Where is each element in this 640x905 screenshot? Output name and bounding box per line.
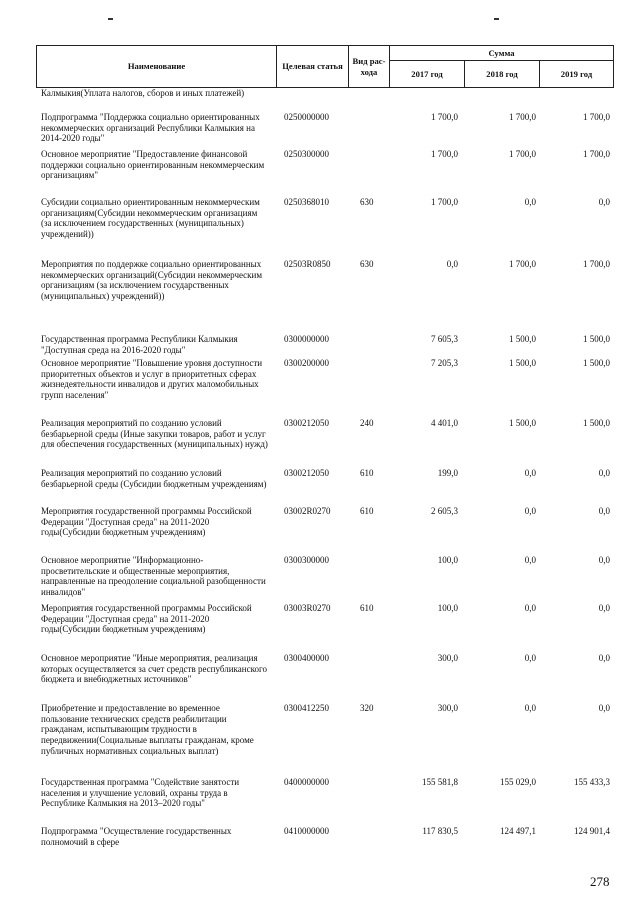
header-year2: 2018 год: [486, 68, 518, 79]
row-name: Основное мероприятие "Повышение уровня доступности приоритетных объектов и услуг в приоритетных сферах жизнедеятельности инвалидов и других маломобильных групп населения": [41, 358, 263, 401]
row-name: Калмыкия(Уплата налогов, сборов и иных платежей): [41, 88, 245, 98]
row-amount-2017: 4 401,0: [431, 418, 458, 428]
row-code: 0300212050: [284, 418, 329, 428]
row-amount-2018: 1 500,0: [509, 358, 536, 368]
row-code: 0300412250: [284, 703, 329, 713]
row-amount-2017: 1 700,0: [431, 197, 458, 207]
row-amount-2018: 1 700,0: [509, 149, 536, 159]
header-year3: 2019 год: [560, 68, 593, 79]
row-name: Приобретение и предоставление во временное пользование технических средств реабилитации гражданам, испытывающим трудности в передвижении(Социальные выплаты гражданам, кроме публичных нормативных социальных выплат): [41, 703, 254, 756]
row-code: 0300400000: [284, 653, 329, 663]
row-vr: 610: [360, 506, 374, 516]
row-amount-2019: 1 500,0: [583, 358, 610, 368]
row-amount-2019: 0,0: [598, 506, 610, 516]
row-name: Государственная программа Республики Калмыкия "Доступная среда на 2016-2020 годы": [41, 334, 238, 355]
row-code: 0250300000: [284, 149, 329, 159]
row-amount-2017: 300,0: [437, 703, 458, 713]
row-amount-2017: 100,0: [437, 603, 458, 613]
page-number: 278: [590, 874, 610, 889]
row-code: 0300200000: [284, 358, 329, 368]
row-amount-2017: 1 700,0: [431, 112, 458, 122]
row-amount-2019: 1 500,0: [583, 334, 610, 344]
row-vr: 320: [360, 703, 374, 713]
row-amount-2018: 0,0: [524, 468, 536, 478]
row-amount-2017: 155 581,8: [422, 777, 458, 787]
row-amount-2017: 1 700,0: [431, 149, 458, 159]
row-amount-2019: 0,0: [598, 703, 610, 713]
row-amount-2018: 0,0: [524, 603, 536, 613]
row-name: Основное мероприятие "Предоставление финансовой поддержки социально ориентированным некоммерческим организациям": [41, 149, 265, 181]
row-code: 0250368010: [284, 197, 329, 207]
row-vr: 630: [360, 259, 374, 269]
row-amount-2017: 300,0: [437, 653, 458, 663]
row-name: Подпрограмма "Поддержка социально ориентированных некоммерческих организаций Республики Калмыкия на 2014-2020 годы": [41, 112, 260, 144]
row-name: Мероприятия государственной программы Российской Федерации "Доступная среда" на 2011-2020 годы(Субсидии бюджетным учреждениям): [41, 603, 252, 635]
row-vr: 610: [360, 603, 374, 613]
row-amount-2019: 1 700,0: [583, 259, 610, 269]
row-amount-2018: 1 700,0: [509, 259, 536, 269]
row-amount-2017: 199,0: [437, 468, 458, 478]
header-sum: Сумма: [488, 47, 515, 58]
row-amount-2019: 0,0: [598, 197, 610, 207]
row-code: 0300300000: [284, 555, 329, 565]
row-amount-2019: 0,0: [598, 555, 610, 565]
row-name: Основное мероприятие "Информационно-просветительские и общественные мероприятия, направленные на преодоление социальной разобщенности инвалидов": [41, 555, 266, 598]
row-amount-2019: 0,0: [598, 468, 610, 478]
row-amount-2018: 1 700,0: [509, 112, 536, 122]
row-amount-2018: 0,0: [524, 555, 536, 565]
row-amount-2018: 1 500,0: [509, 418, 536, 428]
row-code: 0250000000: [284, 112, 329, 122]
row-amount-2017: 0,0: [446, 259, 458, 269]
row-amount-2019: 0,0: [598, 603, 610, 613]
row-name: Субсидии социально ориентированным некоммерческим организациям(Субсидии некоммерческим организациям (за исключением государственных (муниципальных) учреждений)): [41, 197, 260, 240]
row-code: 03002R0270: [284, 506, 331, 516]
row-name: Государственная программа "Содействие занятости населения и улучшение условий, охраны труда в Республике Калмыкия на 2013–2020 годы": [41, 777, 240, 809]
row-name: Реализация мероприятий по созданию условий безбарьерной среды (Иные закупки товаров, работ и услуг для обеспечения государственных (муниципальных) нужд): [41, 418, 268, 450]
header-name: Наименование: [127, 61, 186, 71]
row-amount-2017: 7 605,3: [431, 334, 458, 344]
row-amount-2019: 1 500,0: [583, 418, 610, 428]
row-amount-2018: 0,0: [524, 703, 536, 713]
row-code: 0300212050: [284, 468, 329, 478]
header-exp-type: Вид рас-хода: [352, 55, 386, 77]
row-amount-2018: 1 500,0: [509, 334, 536, 344]
row-vr: 240: [360, 418, 374, 428]
row-code: 0300000000: [284, 334, 329, 344]
row-code: 0410000000: [284, 826, 329, 836]
row-amount-2019: 155 433,3: [574, 777, 610, 787]
header-year1: 2017 год: [411, 68, 443, 79]
row-amount-2018: 0,0: [524, 506, 536, 516]
row-amount-2019: 1 700,0: [583, 149, 610, 159]
row-amount-2019: 0,0: [598, 653, 610, 663]
row-code: 0400000000: [284, 777, 329, 787]
row-vr: 630: [360, 197, 374, 207]
row-amount-2018: 155 029,0: [500, 777, 536, 787]
row-name: Подпрограмма "Осуществление государственных полномочий в сфере: [41, 826, 232, 847]
row-amount-2017: 7 205,3: [431, 358, 458, 368]
row-amount-2018: 0,0: [524, 653, 536, 663]
row-amount-2017: 2 605,3: [431, 506, 458, 516]
row-amount-2017: 117 830,5: [422, 826, 458, 836]
row-amount-2018: 0,0: [524, 197, 536, 207]
row-vr: 610: [360, 468, 374, 478]
row-amount-2019: 124 901,4: [574, 826, 610, 836]
row-name: Основное мероприятие "Иные мероприятия, реализация которых осуществляется за счет средств республиканского бюджета и внебюджетных источников": [41, 653, 267, 685]
row-amount-2018: 124 497,1: [500, 826, 536, 836]
row-name: Мероприятия государственной программы Российской Федерации "Доступная среда" на 2011-2020 годы(Субсидии бюджетным учреждениям): [41, 506, 252, 538]
header-code: Целевая статья: [282, 61, 343, 71]
row-amount-2017: 100,0: [437, 555, 458, 565]
row-amount-2019: 1 700,0: [583, 112, 610, 122]
row-code: 02503R0850: [284, 259, 331, 269]
row-name: Реализация мероприятий по созданию условий безбарьерной среды (Субсидии бюджетным учреждениям): [41, 468, 267, 489]
row-name: Мероприятия по поддержке социально ориентированных некоммерческих организаций(Субсидии некоммерческим организациям (за исключением государственных (муниципальных) учреждений)): [41, 259, 263, 302]
row-code: 03003R0270: [284, 603, 331, 613]
